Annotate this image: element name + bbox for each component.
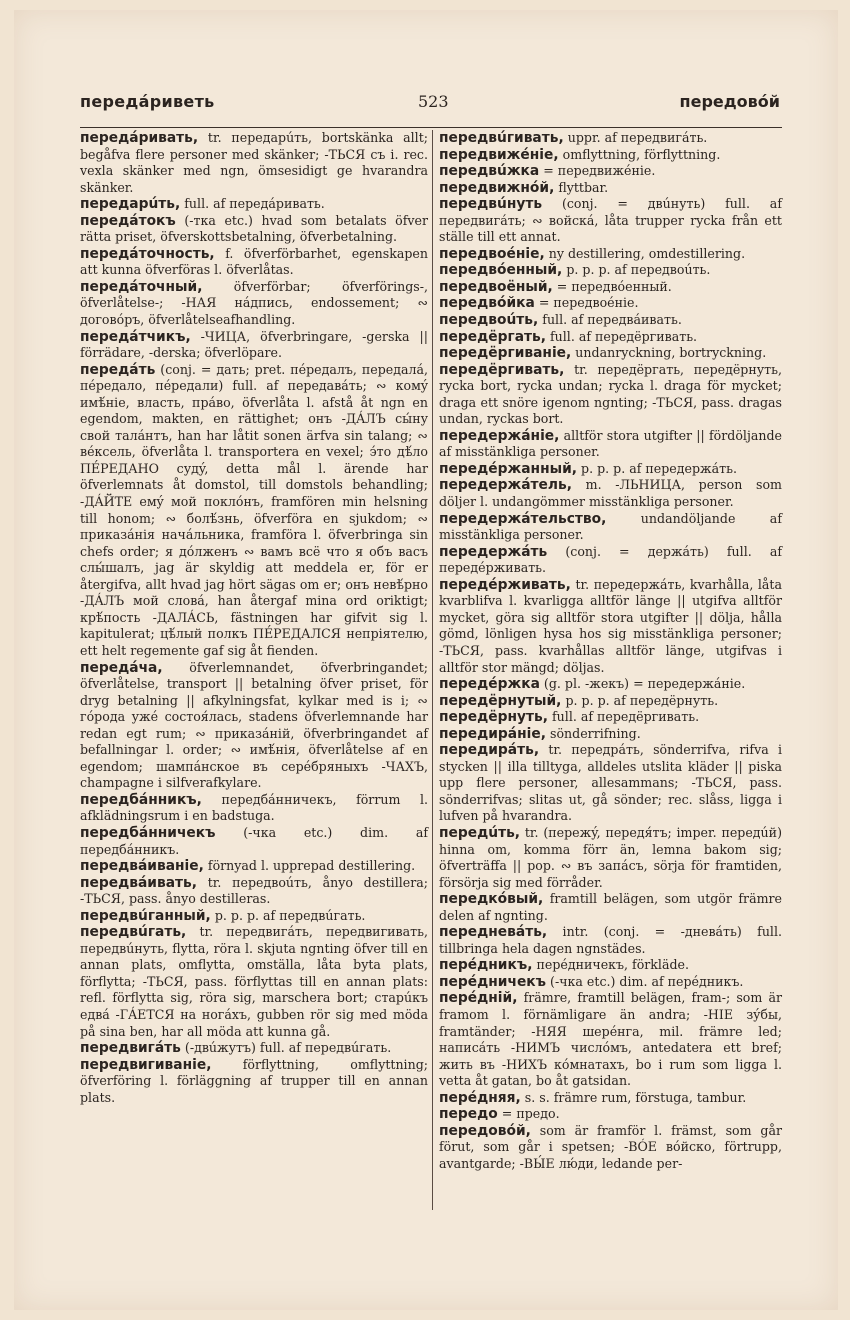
headword: передкóвый, (439, 891, 544, 908)
headword: передёргивать, (439, 361, 565, 378)
headword: передневáть, (439, 924, 548, 941)
definition: som är framför l. främst, som går förut, som går i spetsen; -ВÓЕ вóйско, förtrupp, avantgarde; -ВЫ́Е лю́ди, ledande per- (439, 1122, 782, 1171)
right-column (439, 130, 782, 1172)
dictionary-entry (80, 213, 428, 246)
headword: перéдникъ, (439, 957, 533, 974)
definition: tr. передёргать, передёрнуть, rycka bort, rycka undan; rycka l. draga för mycket; draga ett snöre igenom ngnting; -ТЬСЯ, pass. dragas undan, ryckas bort. (439, 361, 782, 427)
dictionary-entry (80, 130, 428, 196)
headword: передáточный, (80, 278, 203, 295)
definition: omflyttning, förflyttning. (562, 146, 721, 162)
dictionary-entry (439, 362, 782, 428)
dictionary-entry (439, 1123, 782, 1173)
definition: = передвоéніе. (538, 295, 639, 311)
headword: передержáніе, (439, 427, 560, 444)
headword: передéрживать, (439, 576, 571, 593)
definition: (-тка etc.) hvad som betalats öfver rätta priset, öfverskottsbetalning, öfverbetalning. (80, 212, 428, 245)
dictionary-entry (80, 924, 428, 1040)
dictionary-entry (439, 974, 782, 991)
definition: tr. передвоúть, ånyo destillera; -ТЬСЯ, pass. ånyo destilleras. (80, 874, 428, 907)
definition: (-чка etc.) dim. af передбáнникъ. (80, 824, 428, 857)
headword: передáточность, (80, 245, 215, 262)
dictionary-entry (439, 825, 782, 891)
headword: передвóйка (439, 295, 535, 312)
dictionary-entry (80, 908, 428, 925)
dictionary-entry (80, 196, 428, 213)
dictionary-entry (439, 147, 782, 164)
dictionary-entry (80, 1040, 428, 1057)
definition: full. af передвáивать. (542, 312, 682, 328)
headword: передержáтель, (439, 477, 572, 494)
definition: f. öfverförbarhet, egenskapen att kunna öfverföras l. öfverlåtas. (80, 245, 428, 278)
headword: передарúть, (80, 196, 181, 213)
dictionary-entry (80, 825, 428, 858)
definition: flyttbar. (558, 179, 609, 195)
dictionary-entry (80, 329, 428, 362)
definition: (conj. = дать; pret. пéредалъ, передалá, пéредало, пéредали) full. af передавáть; ∾ комý имѣ́ніе, власть, прáво, öfverlåta l. afstå åt ngn en egendom, makten, en rättighet; онъ -ДÁЛЪ сы́ну свой талáнтъ, han har låtit sonen ärfva sin talang; ∾ вéксель, öfverlåta l. transportera en vexel; э́то дѣ́ло ПЕ́РЕДАНО судý, detta mål l. ärende har öfverlemnats åt domstol, till domstols behandling; -ДÁЙТЕ емý мой поклóнъ, framfören min helsning till honom; ∾ болѣ́знь, öfverföra en sjukdom; ∾ приказáнія начáльника, framföra l. öfverbringa sin chefs order; я дóлженъ ∾ вамъ всё что я объ васъ слы́шалъ, jag är skyldig att meddela er, för er återgifva, allt hvad jag hört sägas om er; онъ невѣ́рно -ДÁЛЪ мой словá, han återgaf mina ord oriktigt; крѣ́пость -ДАЛÁСЬ, fästningen har gifvit sig l. kapitulerat; цѣ́лый полкъ ПЕ́РЕДАЛСЯ непріятелю, ett helt regemente gaf sig åt fienden. (80, 361, 428, 658)
definition: = предо. (501, 1106, 560, 1122)
headword: передвúгивать, (439, 130, 564, 146)
headword: передвúжка (439, 163, 540, 180)
definition: (g. pl. -жекъ) = передержáніе. (543, 676, 746, 692)
headword: передвóенный, (439, 262, 563, 279)
page-header (80, 92, 780, 118)
definition: sönderrifning. (550, 725, 641, 741)
definition: p. p. p. af передержáть. (581, 460, 737, 476)
dictionary-entry (439, 511, 782, 544)
dictionary-entry (439, 693, 782, 710)
dictionary-entry (80, 660, 428, 792)
headword: перéдняя, (439, 1089, 521, 1106)
dictionary-entry (439, 329, 782, 346)
dictionary-entry (439, 477, 782, 510)
headword: передбáнникъ, (80, 791, 202, 808)
headword: передáтокъ (80, 212, 176, 229)
dictionary-entry (439, 1090, 782, 1107)
definition: p. p. p. af передёрнуть. (565, 692, 719, 708)
definition: full. af передáривать. (184, 196, 325, 212)
header-rule (80, 127, 782, 128)
dictionary-entry (439, 1106, 782, 1123)
headword: передвигáть (80, 1040, 181, 1057)
headword: перéдничекъ (439, 973, 547, 990)
headword: передвижнóй, (439, 179, 555, 196)
definition: alltför stora utgifter || fördöljande af misstänkliga personer. (439, 427, 782, 460)
headword: передержáтельство, (439, 510, 607, 527)
header-right-guideword: передовóй (679, 92, 780, 111)
dictionary-entry (439, 891, 782, 924)
headword: передáтчикъ, (80, 328, 191, 345)
dictionary-entry (80, 792, 428, 825)
definition: undanryckning, bortryckning. (575, 345, 767, 361)
page-number: 523 (418, 92, 449, 111)
dictionary-entry (439, 544, 782, 577)
dictionary-page (14, 10, 838, 1310)
headword: передáть (80, 361, 156, 378)
headword: передёрнуть, (439, 709, 548, 726)
definition: s. s. främre rum, förstuga, tambur. (524, 1089, 747, 1105)
dictionary-entry (439, 990, 782, 1089)
dictionary-entry (80, 279, 428, 329)
dictionary-entry (439, 163, 782, 180)
definition: öfverlemnandet, öfverbringandet; öfverlåtelse, transport || betalning öfver priset, för dryg betalning || afkylningsfat, kylkar med is i; ∾ гóрода ужé состоя́лась, stadens öfverlemnande har redan egt rum; ∾ приказáній, öfverbringandet af befallningar l. order; ∾ имѣ́нія, öfverlåtelse af en egendom; шампáнское въ серéбряныхъ -ЧАХЪ, champagne i silfverafkylare. (80, 659, 428, 791)
dictionary-entry (80, 362, 428, 660)
headword: передирáть, (439, 742, 540, 759)
headword: передáча, (80, 659, 163, 676)
definition: = передвóенный. (556, 278, 672, 294)
definition: tr. (пережý, передя́тъ; imper. передúй) hinna om, komma förr än, lemna bakom sig; öfverträffa || pop. ∾ въ запáсъ, sörja för framtiden, försörja sig med förråder. (439, 824, 782, 890)
headword: передúть, (439, 824, 521, 841)
definition: (conj. = держáть) full. af передéрживать. (439, 543, 782, 576)
dictionary-entry (80, 858, 428, 875)
dictionary-entry (80, 246, 428, 279)
headword: передáривать, (80, 130, 199, 146)
definition: full. af передёргивать. (550, 328, 698, 344)
headword: передёргать, (439, 328, 546, 345)
headword: передéржанный, (439, 460, 577, 477)
definition: främre, framtill belägen, fram-; som är framom l. förnämligare än andra; -НІЕ зýбы, framtänder; -НЯЯ шерéнга, mil. främre led; написáть -НИМЪ числóмъ, antedatera ett bref; жить въ -НИХЪ кóмнатахъ, bo i rum som ligga l. vetta åt gatan, bo åt gatsidan. (439, 990, 782, 1089)
definition: öfverförbar; öfverförings-, öfverlåtelse-; -НАЯ нáдпись, endossement; ∾ договóръ, öfverlåtelseafhandling. (80, 278, 428, 328)
headword: передвúнуть (439, 196, 543, 213)
headword: передвижéніе, (439, 146, 559, 163)
definition: ny destillering, omdestillering. (548, 245, 746, 261)
dictionary-entry (439, 577, 782, 676)
definition: = передвижéніе. (543, 163, 656, 179)
dictionary-entry (439, 312, 782, 329)
headword: передвáивать, (80, 874, 197, 891)
headword: передвúгать, (80, 924, 187, 941)
definition: uppr. af передвигáть. (567, 130, 708, 145)
headword: передвигиваніе, (80, 1056, 212, 1073)
dictionary-entry (439, 924, 782, 957)
dictionary-entry (439, 461, 782, 478)
definition: перéдничекъ, förkläde. (536, 957, 689, 973)
definition: передбáнничекъ, förrum l. afklädningsrum i en badstuga. (80, 791, 428, 824)
definition: (-двúжутъ) full. af передвúгать. (184, 1040, 392, 1056)
dictionary-entry (439, 726, 782, 743)
definition: framtill belägen, som utgör främre delen af ngnting. (439, 891, 782, 923)
definition: p. p. p. af передвоúть. (566, 262, 711, 278)
headword: передвáиваніе, (80, 858, 204, 875)
definition: tr. передарúть, bortskänka allt; begåfva flere personer med skänker; -ТЬСЯ съ i. rec. vexla skänker med ngn, ömsesidigt ge hvarandra skänker. (80, 130, 428, 195)
header-left-guideword: передáриветь (80, 92, 215, 111)
definition: m. -ЛЬНИЦА, person som döljer l. undangömmer misstänkliga personer. (439, 477, 782, 510)
headword: передбáнничекъ (80, 824, 216, 841)
headword: передвоúть, (439, 312, 539, 329)
dictionary-entry (80, 875, 428, 908)
definition: intr. (conj. = -дневáть) full. tillbringa hela dagen ngnstädes. (439, 924, 782, 956)
dictionary-entry (80, 1057, 428, 1107)
definition: full. af передёргивать. (552, 709, 700, 725)
dictionary-entry (439, 957, 782, 974)
definition: förnyad l. upprepad destillering. (207, 858, 416, 874)
headword: передовóй, (439, 1122, 531, 1139)
definition: förflyttning, omflyttning; öfverföring l. förläggning af trupper till en annan plats. (80, 1056, 428, 1105)
headword: передо (439, 1106, 498, 1123)
headword: передвоёный, (439, 278, 553, 295)
dictionary-entry (439, 428, 782, 461)
headword: перéдній, (439, 990, 518, 1007)
headword: передирáніе, (439, 725, 546, 742)
dictionary-entry (439, 742, 782, 825)
definition: tr. передвигáть, передвигивать, передвúнуть, flytta, röra l. skjuta ngnting öfver till en annan plats, omflytta, omställa, låta byta plats, förflytta; -ТЬСЯ, pass. förflyttas till en annan plats: refl. förflytta sig, röra sig, marschera bort; старúкъ едвá -ГÁЕТСЯ на ногáхъ, gubben rör sig med möda på sina ben, har all möda att kunna gå. (80, 924, 428, 1039)
dictionary-entry (439, 676, 782, 693)
headword: передвúганный, (80, 907, 211, 924)
definition: undandöljande af misstänkliga personer. (439, 510, 782, 543)
dictionary-entry (439, 196, 782, 246)
left-column (80, 130, 428, 1106)
definition: tr. передержáть, kvarhålla, låta kvarblifva l. kvarligga alltför länge || utgifva alltför mycket, göra sig alltför stora utgifter || dölja, hålla gömd, lönligen hysa hos sig misstänkliga personer; -ТЬСЯ, pass. kvarhållas alltför länge, utgifvas i alltför stor mängd; döljas. (439, 576, 782, 675)
dictionary-entry (439, 180, 782, 197)
definition: (conj. = двúнуть) full. af передвигáть; ∾ войскá, låta trupper rycka från ett ställe till ett annat. (439, 196, 782, 245)
headword: передёргиваніе, (439, 345, 572, 362)
dictionary-entry (439, 709, 782, 726)
dictionary-entry (439, 130, 782, 147)
definition: tr. передрáть, sönderrifva, rifva i stycken || illa tilltyga, alldeles utslita kläder || piska upp flere personer, allesammans; -ТЬСЯ, pass. sönderrifvas; slitas ut, gå sönder; rec. slåss, ligga i lufven på hvarandra. (439, 742, 782, 824)
definition: p. p. p. af передвúгать. (214, 907, 366, 923)
column-divider (432, 130, 433, 1210)
dictionary-entry (439, 295, 782, 312)
definition: -ЧИЦА, öfverbringare, -gerska || förrädare, -derska; öfverlöpare. (80, 328, 428, 361)
headword: передержáть (439, 543, 548, 560)
headword: передвоéніе, (439, 245, 545, 262)
dictionary-entry (439, 279, 782, 296)
headword: передёрнутый, (439, 692, 562, 709)
dictionary-entry (439, 246, 782, 263)
dictionary-entry (439, 345, 782, 362)
definition: (-чка etc.) dim. af перéдникъ. (550, 973, 744, 989)
headword: передéржка (439, 676, 540, 693)
dictionary-entry (439, 262, 782, 279)
